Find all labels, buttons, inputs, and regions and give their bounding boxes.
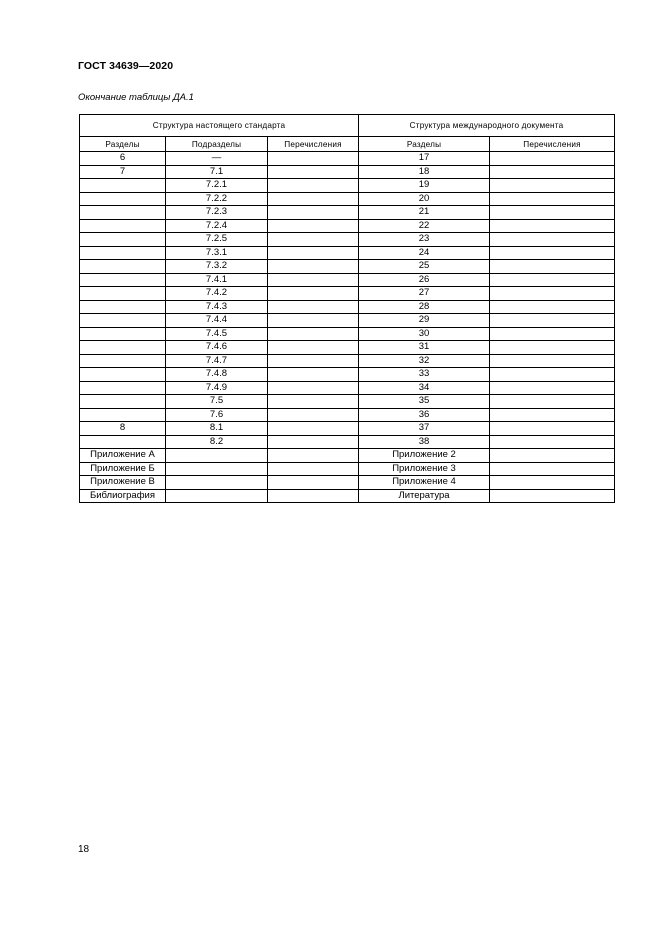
table-row <box>80 341 615 355</box>
table-cell <box>490 354 615 368</box>
table-cell: 37 <box>359 422 490 436</box>
table-cell <box>268 165 359 179</box>
table-cell: 7.2.1 <box>166 179 268 193</box>
table-cell: 6 <box>80 152 166 166</box>
table-cell <box>490 422 615 436</box>
table-cell <box>490 449 615 463</box>
table-cell <box>80 435 166 449</box>
table-cell <box>490 368 615 382</box>
table-cell <box>490 206 615 220</box>
table-row <box>80 260 615 274</box>
table-cell: 31 <box>359 341 490 355</box>
table-cell <box>490 341 615 355</box>
table-cell: — <box>166 152 268 166</box>
table-cell <box>490 314 615 328</box>
table-cell <box>80 395 166 409</box>
table-cell <box>166 462 268 476</box>
table-cell <box>268 273 359 287</box>
table-cell <box>268 462 359 476</box>
table-cell <box>166 476 268 490</box>
group-header-standard: Структура настоящего стандарта <box>80 115 359 137</box>
table-cell <box>80 327 166 341</box>
table-cell <box>268 422 359 436</box>
table-cell <box>166 489 268 503</box>
table-cell <box>80 233 166 247</box>
group-header-international: Структура международного документа <box>359 115 615 137</box>
table-row <box>80 165 615 179</box>
table-cell <box>490 152 615 166</box>
document-id: ГОСТ 34639—2020 <box>78 60 174 72</box>
table-cell <box>268 152 359 166</box>
table-cell: 7.4.7 <box>166 354 268 368</box>
table-row <box>80 300 615 314</box>
table-cell <box>268 381 359 395</box>
table-cell <box>268 233 359 247</box>
table-cell: 8.2 <box>166 435 268 449</box>
table-cell <box>268 206 359 220</box>
table-cell <box>268 246 359 260</box>
table-cell: 7.4.1 <box>166 273 268 287</box>
table-cell <box>80 246 166 260</box>
table-cell <box>490 300 615 314</box>
table-cell: 21 <box>359 206 490 220</box>
table-cell: 36 <box>359 408 490 422</box>
table-cell: 7.4.3 <box>166 300 268 314</box>
table-cell: 18 <box>359 165 490 179</box>
table-cell <box>268 179 359 193</box>
table-row <box>80 233 615 247</box>
table-row <box>80 462 615 476</box>
table-cell <box>490 233 615 247</box>
table-cell <box>490 287 615 301</box>
table-cell: 7.4.2 <box>166 287 268 301</box>
column-header: Перечисления <box>268 137 359 152</box>
table-cell <box>490 489 615 503</box>
table-cell: 20 <box>359 192 490 206</box>
table-cell: 35 <box>359 395 490 409</box>
table-cell <box>490 179 615 193</box>
table-cell: 17 <box>359 152 490 166</box>
table-cell <box>490 408 615 422</box>
table-cell: 19 <box>359 179 490 193</box>
table-cell: 30 <box>359 327 490 341</box>
table-row <box>80 422 615 436</box>
table-cell <box>80 192 166 206</box>
table-cell: Приложение А <box>80 449 166 463</box>
table-row <box>80 327 615 341</box>
table-cell <box>490 246 615 260</box>
table-cell <box>80 341 166 355</box>
table-cell: 7.2.5 <box>166 233 268 247</box>
table-cell <box>268 287 359 301</box>
table-cell: 7.1 <box>166 165 268 179</box>
table-row <box>80 381 615 395</box>
table-cell <box>80 287 166 301</box>
table-row <box>80 476 615 490</box>
table-cell <box>268 327 359 341</box>
table-cell: Библиография <box>80 489 166 503</box>
table-cell: 22 <box>359 219 490 233</box>
table-cell <box>268 260 359 274</box>
table-cell <box>490 435 615 449</box>
table-cell <box>268 354 359 368</box>
table-row <box>80 192 615 206</box>
table-cell <box>80 408 166 422</box>
table-cell: Приложение 2 <box>359 449 490 463</box>
table-row <box>80 206 615 220</box>
table-cell <box>268 395 359 409</box>
table-cell <box>80 381 166 395</box>
table-cell <box>490 192 615 206</box>
table-cell <box>166 449 268 463</box>
table-cell: 7.2.3 <box>166 206 268 220</box>
table-row <box>80 368 615 382</box>
table-cell: 28 <box>359 300 490 314</box>
table-cell: 7.4.9 <box>166 381 268 395</box>
table-cell: 7.6 <box>166 408 268 422</box>
table-cell: 25 <box>359 260 490 274</box>
table-cell <box>80 206 166 220</box>
table-cell: Литература <box>359 489 490 503</box>
table-cell: Приложение В <box>80 476 166 490</box>
table-cell <box>490 462 615 476</box>
table-cell <box>80 273 166 287</box>
table-cell <box>490 476 615 490</box>
table-cell: 7.4.8 <box>166 368 268 382</box>
table-cell <box>80 300 166 314</box>
table-row <box>80 219 615 233</box>
table-cell: 27 <box>359 287 490 301</box>
table-cell <box>268 476 359 490</box>
table-cell: 26 <box>359 273 490 287</box>
table-cell <box>268 489 359 503</box>
table-cell <box>490 327 615 341</box>
table-row <box>80 273 615 287</box>
table-cell: Приложение Б <box>80 462 166 476</box>
column-header: Перечисления <box>490 137 615 152</box>
table-row <box>80 179 615 193</box>
table-cell: 32 <box>359 354 490 368</box>
table-row <box>80 314 615 328</box>
table-row <box>80 152 615 166</box>
table-row <box>80 354 615 368</box>
table-row <box>80 395 615 409</box>
table-cell <box>268 368 359 382</box>
table-cell: 29 <box>359 314 490 328</box>
table-cell: 34 <box>359 381 490 395</box>
table-row <box>80 408 615 422</box>
table-cell: 7.5 <box>166 395 268 409</box>
table-cell <box>490 381 615 395</box>
table-cell <box>268 435 359 449</box>
table-cell: 7 <box>80 165 166 179</box>
table-row <box>80 246 615 260</box>
table-cell: 8.1 <box>166 422 268 436</box>
table-cell <box>80 219 166 233</box>
column-header: Подразделы <box>166 137 268 152</box>
table-cell: Приложение 3 <box>359 462 490 476</box>
table-body <box>80 152 615 503</box>
table-cell <box>490 260 615 274</box>
table-cell <box>268 449 359 463</box>
table-row <box>80 489 615 503</box>
table-cell <box>80 368 166 382</box>
table-cell: Приложение 4 <box>359 476 490 490</box>
table-row <box>80 435 615 449</box>
table-cell: 24 <box>359 246 490 260</box>
table-cell: 8 <box>80 422 166 436</box>
table-cell: 7.3.1 <box>166 246 268 260</box>
table-cell: 7.4.4 <box>166 314 268 328</box>
column-header: Разделы <box>359 137 490 152</box>
table-row <box>80 449 615 463</box>
table-cell <box>268 408 359 422</box>
table-cell: 7.4.5 <box>166 327 268 341</box>
table-cell <box>268 192 359 206</box>
table-cell: 7.2.4 <box>166 219 268 233</box>
table-cell: 33 <box>359 368 490 382</box>
table-cell: 7.4.6 <box>166 341 268 355</box>
page-number: 18 <box>78 844 90 855</box>
table-cell: 7.2.2 <box>166 192 268 206</box>
table-cell <box>80 354 166 368</box>
table-caption: Окончание таблицы ДА.1 <box>78 92 194 103</box>
table-cell <box>268 341 359 355</box>
table-cell <box>268 314 359 328</box>
column-header: Разделы <box>80 137 166 152</box>
table-cell: 38 <box>359 435 490 449</box>
table-cell <box>268 300 359 314</box>
table-cell <box>490 165 615 179</box>
table-cell <box>80 314 166 328</box>
table-row <box>80 287 615 301</box>
table-cell <box>490 273 615 287</box>
table-cell: 7.3.2 <box>166 260 268 274</box>
table-cell <box>80 179 166 193</box>
structure-comparison-table <box>79 114 615 503</box>
table-cell: 23 <box>359 233 490 247</box>
table-cell <box>268 219 359 233</box>
table-cell <box>490 219 615 233</box>
table-cell <box>490 395 615 409</box>
table-cell <box>80 260 166 274</box>
